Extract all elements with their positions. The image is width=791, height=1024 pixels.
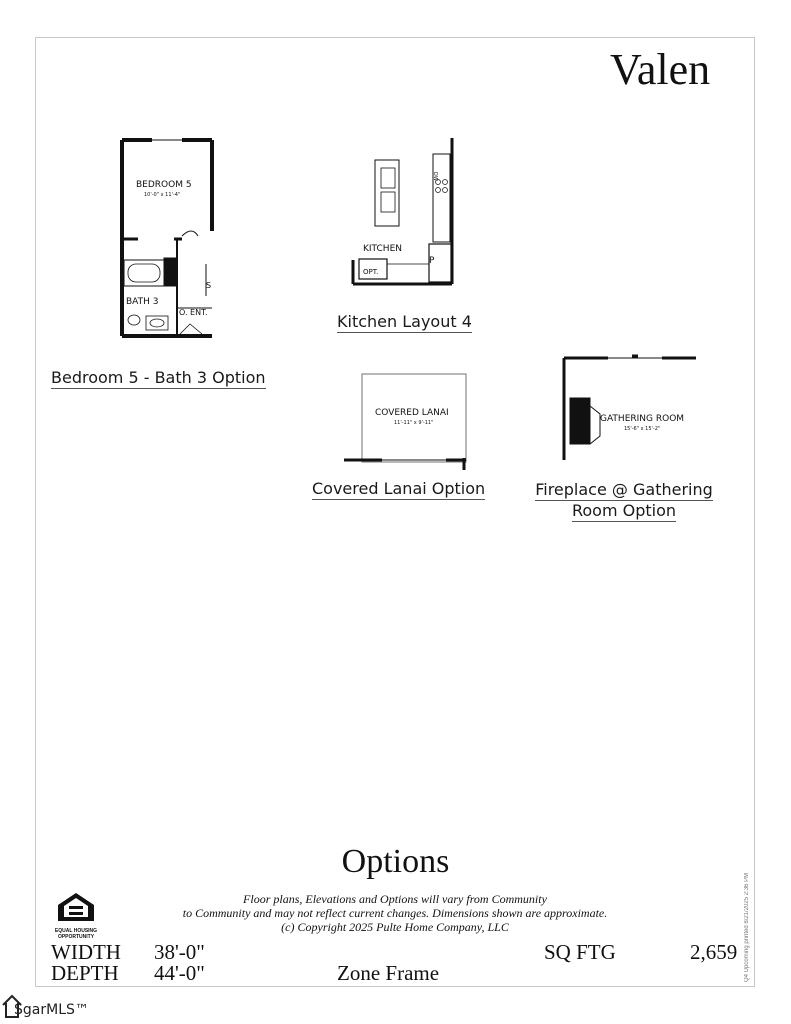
covered-lanai-caption: Covered Lanai Option <box>312 479 486 498</box>
disclaimer-line-2: to Community and may not reflect current changes. Dimensions shown are approximate. <box>182 906 608 920</box>
kitchen-layout-plan <box>345 136 460 288</box>
fireplace-caption-line-2: Room Option <box>571 501 677 520</box>
depth-label: DEPTH <box>51 961 119 985</box>
bath-3-label: BATH 3 <box>126 297 159 307</box>
fireplace-caption-line-1: Fireplace @ Gathering <box>535 480 713 499</box>
disclaimer <box>120 892 670 934</box>
pantry-label: P <box>429 256 435 266</box>
dishwasher-label: DW <box>432 172 438 181</box>
depth-value: 44'-0" <box>154 961 205 985</box>
bedroom-5-label: BEDROOM 5 <box>136 180 192 190</box>
print-stamp: Q4 Upcoming printed 8/21/2025 2:36 PM <box>744 872 750 982</box>
bedroom-5-dims: 10'-0" x 11'-4" <box>144 192 181 198</box>
kitchen-layout-caption: Kitchen Layout 4 <box>337 312 472 331</box>
options-heading: Options <box>341 843 450 880</box>
width-value: 38'-0" <box>154 940 205 964</box>
fireplace-option-caption <box>528 480 720 522</box>
storage-label: S <box>206 281 212 290</box>
bedroom-bath-plan <box>112 136 222 340</box>
gathering-room-plan <box>558 352 698 462</box>
owner-entry-label: O. ENT. <box>179 308 208 317</box>
covered-lanai-plan <box>342 370 468 472</box>
disclaimer-line-1: Floor plans, Elevations and Options will vary from Community <box>243 892 547 906</box>
eho-line-1: EQUAL HOUSING <box>54 928 98 934</box>
gathering-room-label: GATHERING ROOM <box>600 414 685 424</box>
kitchen-label: KITCHEN <box>363 244 402 254</box>
mls-brand: SgarMLS™ <box>14 1002 89 1018</box>
kitchen-opt-label: OPT. <box>363 268 379 276</box>
zone-frame: Zone Frame <box>337 961 440 985</box>
house-icon <box>56 891 96 923</box>
sq-ftg-label: SQ FTG <box>544 940 616 964</box>
disclaimer-line-3: (c) Copyright 2025 Pulte Home Company, LLC <box>281 920 509 934</box>
covered-lanai-label: COVERED LANAI <box>375 408 449 418</box>
sq-ftg-value: 2,659 <box>690 940 738 964</box>
eho-line-2: OPPORTUNITY <box>57 934 95 940</box>
width-label: WIDTH <box>51 940 121 964</box>
equal-housing-logo <box>52 891 100 940</box>
bedroom-bath-option-caption: Bedroom 5 - Bath 3 Option <box>51 368 266 387</box>
plan-title: Valen <box>610 45 711 94</box>
mls-watermark <box>0 993 89 1024</box>
gathering-room-dims: 15'-6" x 15'-2" <box>624 426 661 432</box>
covered-lanai-dims: 11'-11" x 9'-11" <box>394 420 434 426</box>
